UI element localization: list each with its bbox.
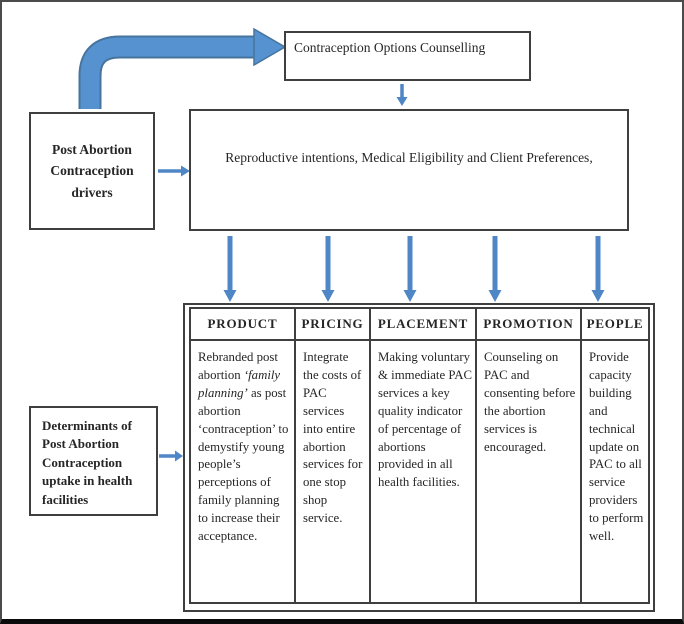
table-down-arrow <box>322 236 335 302</box>
column-placement <box>371 309 477 602</box>
placement-header: PLACEMENT <box>371 309 475 341</box>
reproductive-intentions-factors-box <box>189 109 629 231</box>
determinants-box-label: Determinants of Post Abortion Contraception uptake in health facilities <box>42 418 133 507</box>
determinants-right-arrow <box>159 451 183 462</box>
column-pricing <box>296 309 371 602</box>
pricing-cell: Integrate the costs of PAC services into entire abortion services for one stop shop service. <box>303 350 363 526</box>
post-abortion-contraception-drivers-box <box>29 112 155 230</box>
product-cell-text: as post abortion ‘contraception’ to demystify young people’s perceptions of family planning to increase their acceptance. <box>198 385 289 544</box>
product-header: PRODUCT <box>191 309 294 341</box>
drivers-box-label: Post Abortion Contraception drivers <box>50 141 134 200</box>
placement-cell: Making voluntary & immediate PAC services a key quality indicator of percentage of abortions provided in all health facilities. <box>378 350 473 490</box>
counselling-down-arrow <box>397 84 408 106</box>
factors-box-label: Reproductive intentions, Medical Eligibility and Client Preferences, <box>225 150 593 165</box>
column-product <box>191 309 296 602</box>
promotion-header: PROMOTION <box>477 309 580 341</box>
promotion-cell: Counseling on PAC and consenting before the abortion services is encouraged. <box>484 350 576 454</box>
table-down-arrow <box>592 236 605 302</box>
product-cell <box>191 341 294 546</box>
determinants-box <box>29 406 158 516</box>
table-down-arrow <box>224 236 237 302</box>
column-people <box>582 309 648 602</box>
counselling-box-label: Contraception Options Counselling <box>294 40 486 55</box>
people-cell: Provide capacity building and technical update on PAC to all service providers to perform well. <box>589 350 644 544</box>
column-promotion <box>477 309 582 602</box>
elbow-connector-arrow <box>90 29 285 109</box>
pricing-header: PRICING <box>296 309 369 341</box>
product-cell-italic-text: ‘family planning’ <box>198 367 281 400</box>
table-down-arrow <box>489 236 502 302</box>
drivers-right-arrow <box>158 166 190 177</box>
marketing-mix-table <box>189 307 650 604</box>
product-cell-text: Rebranded post abortion <box>198 350 278 382</box>
table-down-arrow <box>404 236 417 302</box>
people-header: PEOPLE <box>582 309 648 341</box>
contraception-options-counselling-box <box>284 31 531 81</box>
